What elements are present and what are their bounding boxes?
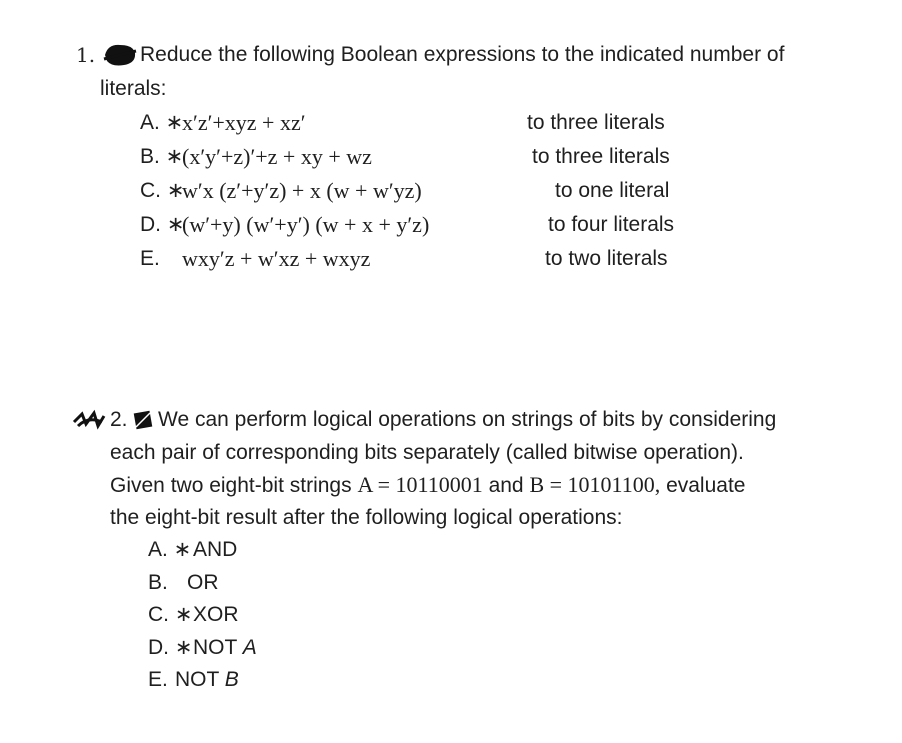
q1-item-c-label: C. ∗ (140, 179, 185, 202)
q2-item-d-op: NOT A (193, 636, 257, 659)
q1-item-b-target: to three literals (532, 145, 670, 168)
q2-number: 2. (110, 408, 128, 431)
q1-item-e-target: to two literals (545, 247, 668, 270)
q2-item-a-op: AND (193, 538, 238, 561)
q1-item-a-target: to three literals (527, 111, 665, 134)
scribble-mark (72, 408, 106, 432)
q1-item-d-target: to four literals (548, 213, 675, 236)
q2-line3-post: evaluate (666, 474, 746, 497)
q2-line3-and: and (488, 474, 524, 497)
q1-item-e-expr: wxy′z + w′xz + wxyz (182, 246, 371, 271)
q1-item-d-label: D. ∗ (140, 213, 185, 236)
q2-item-b-label: B. (148, 571, 168, 594)
q2-item-a-label: A. ∗ (148, 538, 192, 561)
scribble-mark (102, 41, 138, 69)
q1-item-b-expr: (x′y′+z)′+z + xy + wz (182, 144, 372, 169)
q1-item-c-expr: w′x (z′+y′z) + x (w + w′yz) (182, 178, 422, 203)
q1-item-c-target: to one literal (555, 179, 670, 202)
q1-item-e-label: E. (140, 247, 160, 270)
q2-line3-pre: Given two eight-bit strings (110, 474, 352, 497)
q2-item-c-label: C. ∗ (148, 603, 193, 626)
q1-item-a-label: A. ∗ (140, 111, 184, 134)
q1-number: 1. (76, 43, 96, 67)
q2-text-line3 (110, 473, 745, 498)
q2-text-line4: the eight-bit result after the following logical operations: (110, 506, 623, 529)
q2-string-b: B = 10101100, (529, 472, 661, 497)
scribble-mark (132, 409, 154, 431)
q2-item-b-op: OR (187, 571, 219, 594)
q2-item-d-label: D. ∗ (148, 636, 193, 659)
q2-text-line1: We can perform logical operations on strings of bits by considering (158, 408, 777, 431)
q2-item-c-op: XOR (193, 603, 239, 626)
q1-item-b-label: B. ∗ (140, 145, 184, 168)
q1-item-d-expr: (w′+y) (w′+y′) (w + x + y′z) (182, 212, 430, 237)
q2-string-a: A = 10110001 (357, 472, 483, 497)
q2-text-line2: each pair of corresponding bits separately (called bitwise operation). (110, 441, 744, 464)
q2-item-e-op: NOT B (175, 668, 239, 691)
q2-item-e-label: E. (148, 668, 168, 691)
q1-item-a-expr: x′z′+xyz + xz′ (182, 110, 306, 135)
q1-instruction-line1: Reduce the following Boolean expressions to the indicated number of (140, 43, 785, 66)
q1-instruction-line2: literals: (100, 77, 167, 100)
